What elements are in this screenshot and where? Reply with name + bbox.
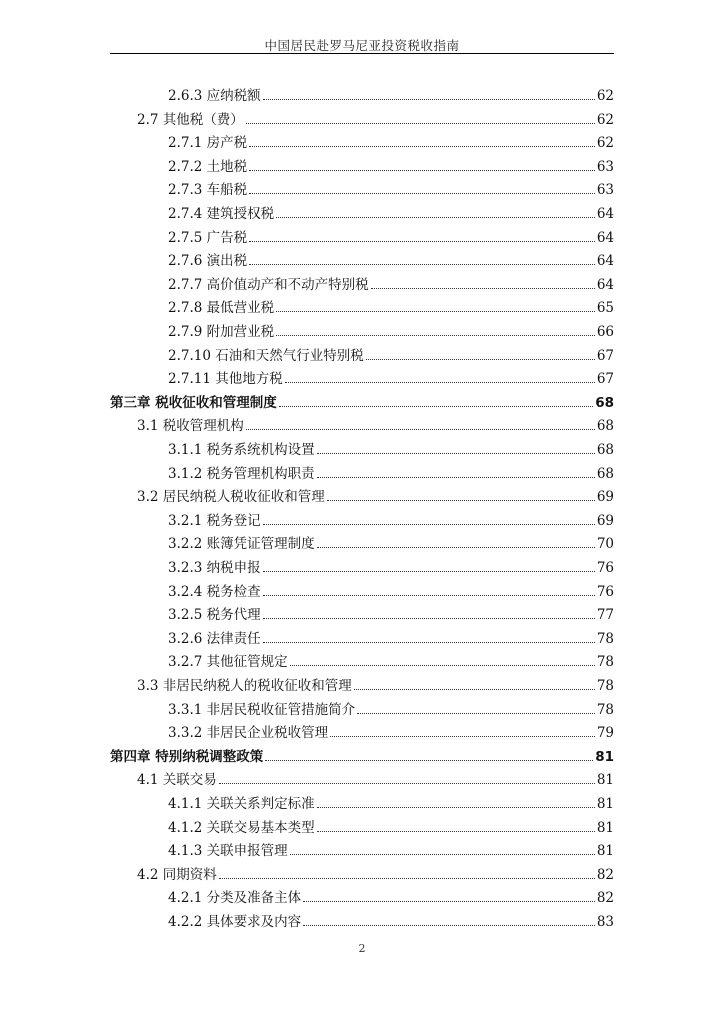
dot-leader bbox=[279, 406, 594, 407]
toc-subsection-entry[interactable] bbox=[168, 605, 614, 625]
running-header: 中国居民赴罗马尼亚投资税收指南 bbox=[264, 38, 460, 53]
toc-entry-title: 2.7.9 附加营业税 bbox=[168, 324, 275, 340]
dot-leader bbox=[276, 217, 595, 218]
dot-leader bbox=[371, 288, 595, 289]
toc-entry-page: 62 bbox=[596, 135, 614, 152]
toc-subsection-entry[interactable] bbox=[168, 298, 614, 318]
toc-subsection-entry[interactable] bbox=[168, 251, 614, 271]
toc-subsection-entry[interactable] bbox=[168, 157, 614, 177]
toc-entry-title: 4.1.3 关联申报管理 bbox=[168, 843, 288, 860]
toc-subsection-entry[interactable] bbox=[168, 133, 614, 153]
dot-leader bbox=[249, 146, 595, 147]
toc-entry-title: 2.7 其他税（费） bbox=[137, 111, 244, 128]
toc-entry-page: 78 bbox=[596, 630, 614, 647]
toc-entry-page: 76 bbox=[596, 560, 614, 576]
toc-entry-page: 81 bbox=[596, 772, 614, 789]
toc-entry-page: 70 bbox=[596, 536, 614, 553]
toc-chapter-entry[interactable] bbox=[110, 393, 614, 413]
toc-entry-page: 69 bbox=[596, 512, 614, 529]
toc-entry-title: 2.7.7 高价值动产和不动产特别税 bbox=[168, 276, 369, 293]
dot-leader bbox=[327, 500, 595, 501]
toc-entry-page: 82 bbox=[596, 890, 614, 907]
toc-section-entry[interactable] bbox=[137, 416, 614, 436]
toc-subsection-entry[interactable] bbox=[168, 346, 614, 366]
toc-entry-title: 2.7.1 房产税 bbox=[168, 135, 248, 152]
toc-entry-page: 68 bbox=[595, 394, 614, 411]
dot-leader bbox=[263, 571, 595, 572]
dot-leader bbox=[263, 618, 595, 619]
dot-leader bbox=[246, 123, 595, 124]
toc-entry-page: 62 bbox=[596, 88, 614, 104]
toc-entry-title: 2.7.10 石油和天然气行业特别税 bbox=[168, 347, 364, 364]
toc-entry-title: 2.7.6 演出税 bbox=[168, 253, 248, 270]
toc-entry-page: 83 bbox=[596, 914, 614, 930]
toc-entry-page: 67 bbox=[596, 371, 614, 388]
toc-subsection-entry[interactable] bbox=[168, 629, 614, 649]
dot-leader bbox=[317, 807, 595, 808]
toc-subsection-entry[interactable] bbox=[168, 723, 614, 743]
toc-entry-title: 4.2.2 具体要求及内容 bbox=[168, 914, 302, 930]
dot-leader bbox=[303, 925, 595, 926]
toc-entry-title: 2.7.2 土地税 bbox=[168, 158, 248, 175]
toc-entry-page: 81 bbox=[596, 819, 614, 836]
toc-entry-page: 76 bbox=[596, 583, 614, 600]
toc-entry-page: 64 bbox=[596, 253, 614, 270]
toc-entry-page: 66 bbox=[596, 324, 614, 340]
dot-leader bbox=[357, 713, 595, 714]
toc-entry-page: 78 bbox=[596, 678, 614, 694]
toc-entry-page: 64 bbox=[596, 206, 614, 222]
toc-subsection-entry[interactable] bbox=[168, 582, 614, 602]
dot-leader bbox=[249, 264, 595, 265]
dot-leader bbox=[290, 854, 595, 855]
toc-entry-title: 3.2.4 税务检查 bbox=[168, 583, 261, 600]
toc-entry-title: 4.2 同期资料 bbox=[137, 866, 217, 883]
toc-subsection-entry[interactable] bbox=[168, 275, 614, 295]
toc-section-entry[interactable] bbox=[137, 110, 614, 130]
toc-subsection-entry[interactable] bbox=[168, 511, 614, 531]
toc-entry-title: 3.2.5 税务代理 bbox=[168, 607, 261, 624]
toc-entry-page: 69 bbox=[596, 489, 614, 506]
toc-entry-title: 4.1.2 关联交易基本类型 bbox=[168, 819, 315, 836]
toc-entry-page: 68 bbox=[596, 442, 614, 458]
toc-entry-title: 3.2.7 其他征管规定 bbox=[168, 654, 288, 671]
toc-subsection-entry[interactable] bbox=[168, 86, 614, 106]
dot-leader bbox=[366, 359, 595, 360]
toc-entry-page: 77 bbox=[596, 607, 614, 624]
toc-subsection-entry[interactable] bbox=[168, 794, 614, 814]
dot-leader bbox=[330, 736, 595, 737]
toc-entry-title: 4.1.1 关联关系判定标准 bbox=[168, 796, 315, 812]
toc-subsection-entry[interactable] bbox=[168, 228, 614, 248]
toc-entry-page: 65 bbox=[596, 300, 614, 317]
toc-subsection-entry[interactable] bbox=[168, 818, 614, 838]
toc-section-entry[interactable] bbox=[137, 770, 614, 790]
toc-chapter-entry[interactable] bbox=[110, 747, 614, 767]
dot-leader bbox=[263, 595, 595, 596]
toc-subsection-entry[interactable] bbox=[168, 180, 614, 200]
dot-leader bbox=[276, 335, 595, 336]
toc-entry-page: 64 bbox=[596, 229, 614, 246]
toc-entry-title: 3.3.1 非居民税收征管措施简介 bbox=[168, 701, 356, 718]
toc-subsection-entry[interactable] bbox=[168, 534, 614, 554]
toc-section-entry[interactable] bbox=[137, 676, 614, 696]
toc-entry-title: 2.6.3 应纳税额 bbox=[168, 88, 261, 104]
toc-entry-page: 67 bbox=[596, 347, 614, 364]
toc-entry-page: 82 bbox=[596, 866, 614, 883]
toc-entry-page: 81 bbox=[595, 748, 614, 765]
dot-leader bbox=[265, 760, 593, 761]
toc-entry-title: 第四章 特别纳税调整政策 bbox=[110, 748, 264, 765]
toc-entry-title: 2.7.3 车船税 bbox=[168, 182, 248, 199]
toc-entry-page: 63 bbox=[596, 158, 614, 175]
toc-entry-page: 68 bbox=[596, 465, 614, 482]
dot-leader bbox=[219, 783, 595, 784]
toc-entry-title: 2.7.8 最低营业税 bbox=[168, 300, 275, 317]
toc-section-entry[interactable] bbox=[137, 865, 614, 885]
toc-entry-title: 3.2.6 法律责任 bbox=[168, 630, 261, 647]
dot-leader bbox=[249, 193, 595, 194]
dot-leader bbox=[317, 547, 595, 548]
dot-leader bbox=[263, 642, 595, 643]
toc-subsection-entry[interactable] bbox=[168, 440, 614, 460]
dot-leader bbox=[263, 524, 595, 525]
toc-entry-title: 2.7.5 广告税 bbox=[168, 229, 248, 246]
toc-subsection-entry[interactable] bbox=[168, 841, 614, 861]
toc-entry-title: 4.2.1 分类及准备主体 bbox=[168, 890, 302, 907]
toc-entry-page: 62 bbox=[596, 111, 614, 128]
toc-subsection-entry[interactable] bbox=[168, 888, 614, 908]
toc-subsection-entry[interactable] bbox=[168, 322, 614, 342]
header-rule bbox=[110, 53, 614, 54]
toc-entry-title: 3.3.2 非居民企业税收管理 bbox=[168, 725, 329, 742]
toc-entry-page: 78 bbox=[596, 701, 614, 718]
toc-entry-title: 3.2.3 纳税申报 bbox=[168, 560, 261, 576]
dot-leader bbox=[354, 689, 595, 690]
toc-entry-title: 4.1 关联交易 bbox=[137, 772, 217, 789]
toc-subsection-entry[interactable] bbox=[168, 558, 614, 578]
dot-leader bbox=[276, 311, 595, 312]
toc-subsection-entry[interactable] bbox=[168, 204, 614, 224]
page-number: 2 bbox=[358, 942, 366, 955]
toc-entry-page: 81 bbox=[596, 843, 614, 860]
toc-subsection-entry[interactable] bbox=[168, 700, 614, 720]
toc-entry-page: 81 bbox=[596, 796, 614, 812]
toc-entry-title: 3.1.1 税务系统机构设置 bbox=[168, 442, 315, 458]
dot-leader bbox=[219, 878, 595, 879]
toc-entry-page: 68 bbox=[596, 418, 614, 435]
toc-entry-title: 3.2.1 税务登记 bbox=[168, 512, 261, 529]
dot-leader bbox=[317, 453, 595, 454]
toc-entry-title: 第三章 税收征收和管理制度 bbox=[110, 394, 277, 411]
dot-leader bbox=[303, 901, 595, 902]
toc-entry-title: 2.7.11 其他地方税 bbox=[168, 371, 283, 388]
dot-leader bbox=[249, 241, 595, 242]
toc-entry-title: 3.2 居民纳税人税收征收和管理 bbox=[137, 489, 325, 506]
dot-leader bbox=[249, 170, 595, 171]
toc-subsection-entry[interactable] bbox=[168, 464, 614, 484]
dot-leader bbox=[285, 382, 595, 383]
toc-entry-page: 79 bbox=[596, 725, 614, 742]
toc-entry-page: 64 bbox=[596, 276, 614, 293]
dot-leader bbox=[317, 477, 595, 478]
toc-entry-title: 3.1 税收管理机构 bbox=[137, 418, 244, 435]
toc-subsection-entry[interactable] bbox=[168, 652, 614, 672]
toc-entry-page: 78 bbox=[596, 654, 614, 671]
toc-entry-title: 3.1.2 税务管理机构职责 bbox=[168, 465, 315, 482]
toc-entry-page: 63 bbox=[596, 182, 614, 199]
dot-leader bbox=[317, 831, 595, 832]
toc-entry-title: 3.2.2 账簿凭证管理制度 bbox=[168, 536, 315, 553]
toc-subsection-entry[interactable] bbox=[168, 912, 614, 932]
toc-section-entry[interactable] bbox=[137, 487, 614, 507]
dot-leader bbox=[263, 99, 595, 100]
dot-leader bbox=[290, 665, 595, 666]
toc-entry-title: 2.7.4 建筑授权税 bbox=[168, 206, 275, 222]
dot-leader bbox=[246, 429, 595, 430]
toc-subsection-entry[interactable] bbox=[168, 369, 614, 389]
toc-entry-title: 3.3 非居民纳税人的税收征收和管理 bbox=[137, 678, 352, 694]
